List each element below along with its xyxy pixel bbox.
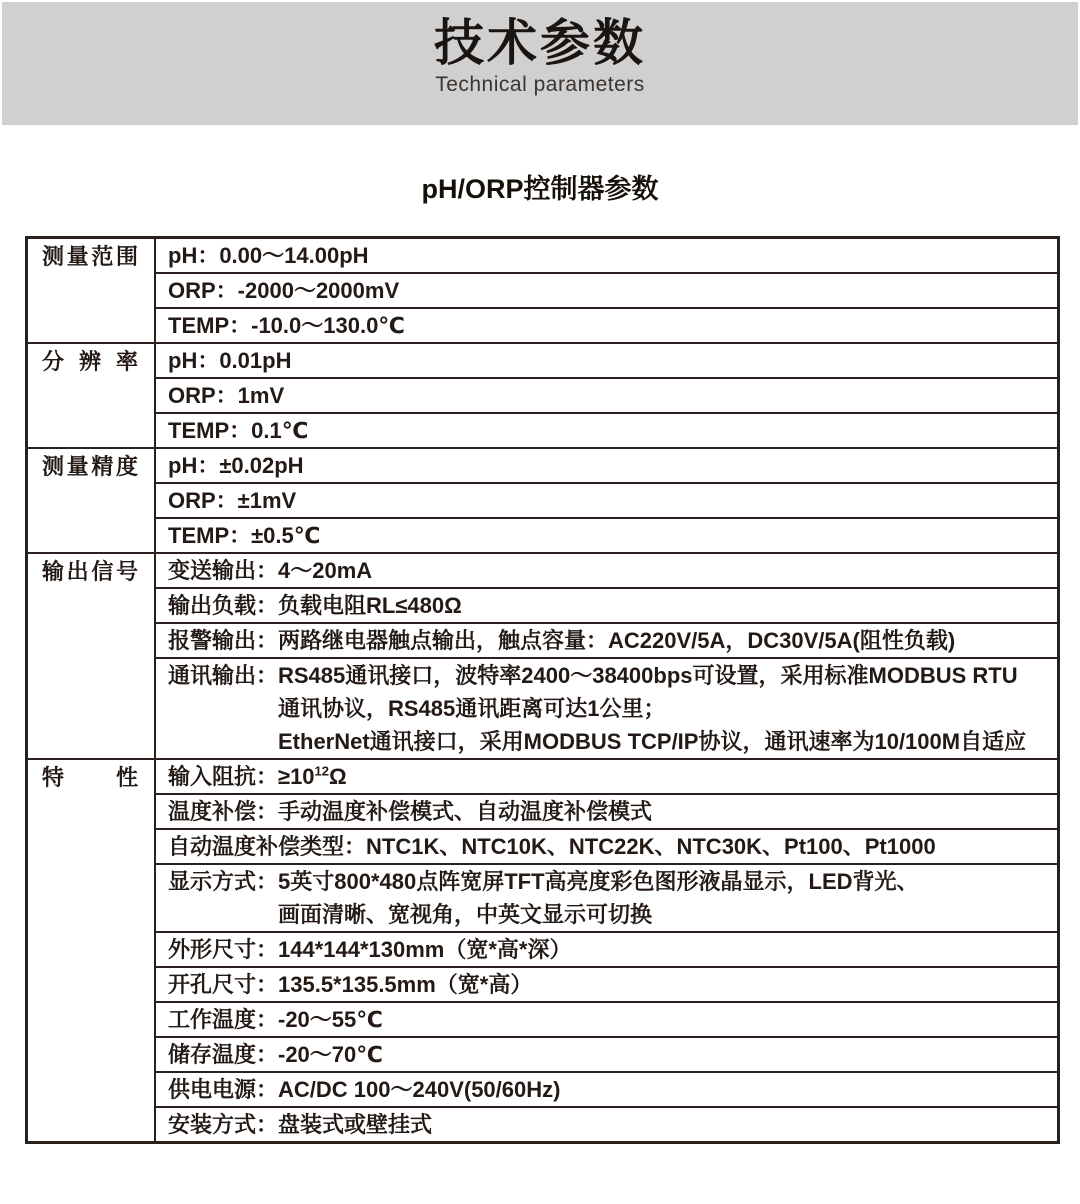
spec-row	[156, 624, 1057, 659]
spec-row	[156, 519, 1057, 552]
spec-table	[25, 236, 1060, 1144]
spec-group-label: 测量精度	[28, 449, 156, 552]
spec-group-rows	[156, 344, 1057, 447]
spec-row	[156, 760, 1057, 795]
spec-line: ORP：1mV	[168, 383, 285, 408]
spec-row	[156, 414, 1057, 447]
spec-group	[28, 344, 1057, 449]
spec-row	[156, 659, 1057, 758]
spec-group-rows	[156, 239, 1057, 342]
section-title: pH/ORP控制器参数	[421, 174, 659, 204]
spec-line: 画面清晰、宽视角，中英文显示可切换	[278, 902, 653, 927]
spec-group-label: 特性	[28, 760, 156, 1141]
spec-row	[156, 344, 1057, 379]
spec-row	[156, 379, 1057, 414]
spec-line: 开孔尺寸：135.5*135.5mm（宽*高）	[168, 972, 533, 997]
spec-line: 报警输出：两路继电器触点输出，触点容量：AC220V/5A，DC30V/5A(阻性负载)	[168, 628, 956, 653]
spec-row	[156, 830, 1057, 865]
spec-line: EtherNet通讯接口，采用MODBUS TCP/IP协议，通讯速率为10/100M自适应	[278, 729, 1027, 754]
spec-line: TEMP：0.1℃	[168, 418, 309, 443]
spec-line: 外形尺寸：144*144*130mm（宽*高*深）	[168, 937, 572, 962]
spec-row	[156, 795, 1057, 830]
spec-group	[28, 554, 1057, 760]
header-banner	[2, 2, 1078, 125]
spec-group	[28, 449, 1057, 554]
spec-row	[156, 865, 1057, 933]
spec-line: 通讯输出：RS485通讯接口，波特率2400～38400bps可设置，采用标准MODBUS RTU	[168, 663, 1018, 688]
page-title: 技术参数	[434, 15, 646, 71]
spec-group	[28, 760, 1057, 1141]
spec-row	[156, 239, 1057, 274]
spec-line: 变送输出：4～20mA	[168, 558, 373, 583]
spec-row	[156, 933, 1057, 968]
spec-row	[156, 1073, 1057, 1108]
spec-row	[156, 1108, 1057, 1141]
spec-row	[156, 554, 1057, 589]
spec-row	[156, 1038, 1057, 1073]
spec-line: 输出负载：负载电阻RL≤480Ω	[168, 593, 462, 618]
page-subtitle-en: Technical parameters	[435, 73, 645, 96]
spec-line: 工作温度：-20～55℃	[168, 1007, 383, 1032]
spec-group-rows	[156, 554, 1057, 758]
spec-line: ORP：-2000～2000mV	[168, 278, 400, 303]
spec-row	[156, 589, 1057, 624]
spec-line: 温度补偿：手动温度补偿模式、自动温度补偿模式	[168, 799, 653, 824]
spec-row	[156, 274, 1057, 309]
spec-line: 供电电源：AC/DC 100～240V(50/60Hz)	[168, 1077, 561, 1102]
spec-line: 储存温度：-20～70℃	[168, 1042, 383, 1067]
spec-group-label: 测量范围	[28, 239, 156, 342]
spec-row	[156, 968, 1057, 1003]
spec-group-label: 输出信号	[28, 554, 156, 758]
spec-group-rows	[156, 760, 1057, 1141]
spec-line: pH：0.00～14.00pH	[168, 243, 369, 268]
spec-line: 通讯协议，RS485通讯距离可达1公里；	[278, 696, 666, 721]
spec-row	[156, 449, 1057, 484]
spec-line: 安装方式：盘装式或壁挂式	[168, 1112, 433, 1137]
spec-group-label: 分辨率	[28, 344, 156, 447]
spec-line: pH：0.01pH	[168, 348, 292, 373]
spec-line: TEMP：±0.5℃	[168, 523, 321, 548]
spec-line: TEMP：-10.0～130.0℃	[168, 313, 405, 338]
spec-line: pH：±0.02pH	[168, 453, 304, 478]
spec-row	[156, 1003, 1057, 1038]
spec-row	[156, 484, 1057, 519]
spec-line: 输入阻抗：$\ge 10^{12}\Omega$	[168, 763, 347, 789]
spec-row	[156, 309, 1057, 342]
spec-line: ORP：±1mV	[168, 488, 297, 513]
spec-line: 自动温度补偿类型：NTC1K、NTC10K、NTC22K、NTC30K、Pt100、Pt1000	[168, 834, 936, 859]
spec-group-rows	[156, 449, 1057, 552]
spec-line: 显示方式：5英寸800*480点阵宽屏TFT高亮度彩色图形液晶显示，LED背光、	[168, 869, 919, 894]
spec-group	[28, 239, 1057, 344]
